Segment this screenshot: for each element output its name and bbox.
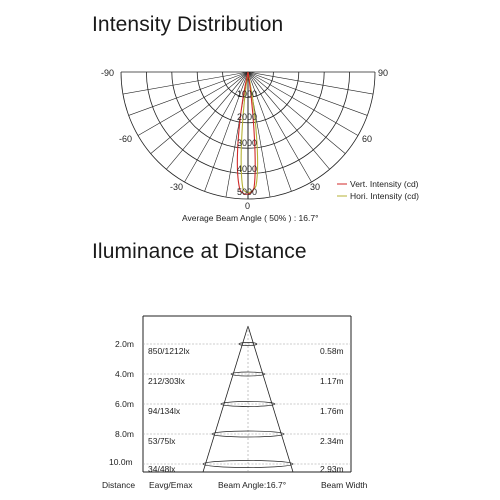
angle-label-neg30: -30: [170, 182, 184, 192]
angle-label-60: 60: [362, 134, 373, 144]
radial-label-5000: 5000: [237, 187, 258, 197]
illuminance-title: Iluminance at Distance: [92, 240, 307, 263]
lux-value-10m: 34/48lx: [148, 464, 176, 474]
beam-width-4m: 1.17m: [320, 376, 344, 386]
beam-width-10m: 2.93m: [320, 464, 344, 474]
legend-label-vertical: Vert. Intensity (cd): [350, 179, 419, 189]
footer-beam-angle-label: Beam Angle:16.7°: [218, 480, 287, 490]
legend-label-horizontal: Hori. Intensity (cd): [350, 191, 419, 201]
radial-label-3000: 3000: [237, 138, 258, 148]
distance-label-8m: 8.0m: [115, 429, 134, 439]
beam-width-2m: 0.58m: [320, 346, 344, 356]
beam-width-8m: 2.34m: [320, 436, 344, 446]
angle-label-neg60: -60: [119, 134, 133, 144]
distance-label-10m: 10.0m: [109, 457, 133, 467]
angle-label-30: 30: [310, 182, 321, 192]
footer-distance-label: Distance: [102, 480, 136, 490]
lux-value-6m: 94/134lx: [148, 406, 181, 416]
distance-label-4m: 4.0m: [115, 369, 134, 379]
angle-label-neg90: -90: [101, 68, 115, 78]
beam-cone-left: [203, 326, 248, 472]
distance-label-6m: 6.0m: [115, 399, 134, 409]
angle-label-0: 0: [245, 201, 251, 211]
intensity-distribution-title: Intensity Distribution: [92, 13, 284, 36]
beam-width-6m: 1.76m: [320, 406, 344, 416]
beam-angle-caption: Average Beam Angle ( 50% ) : 16.7°: [182, 213, 319, 223]
beam-cone-right: [248, 326, 293, 472]
radial-label-4000: 4000: [237, 164, 258, 174]
illuminance-table: [102, 316, 368, 490]
lux-value-8m: 53/75lx: [148, 436, 176, 446]
footer-beam-width-label: Beam Width: [321, 480, 368, 490]
angle-label-90: 90: [378, 68, 389, 78]
distance-label-2m: 2.0m: [115, 339, 134, 349]
radial-label-1000: 1000: [237, 89, 258, 99]
lux-value-2m: 850/1212lx: [148, 346, 190, 356]
radial-label-2000: 2000: [237, 112, 258, 122]
lux-value-4m: 212/303lx: [148, 376, 185, 386]
footer-lux-label: Eavg/Emax: [149, 480, 193, 490]
